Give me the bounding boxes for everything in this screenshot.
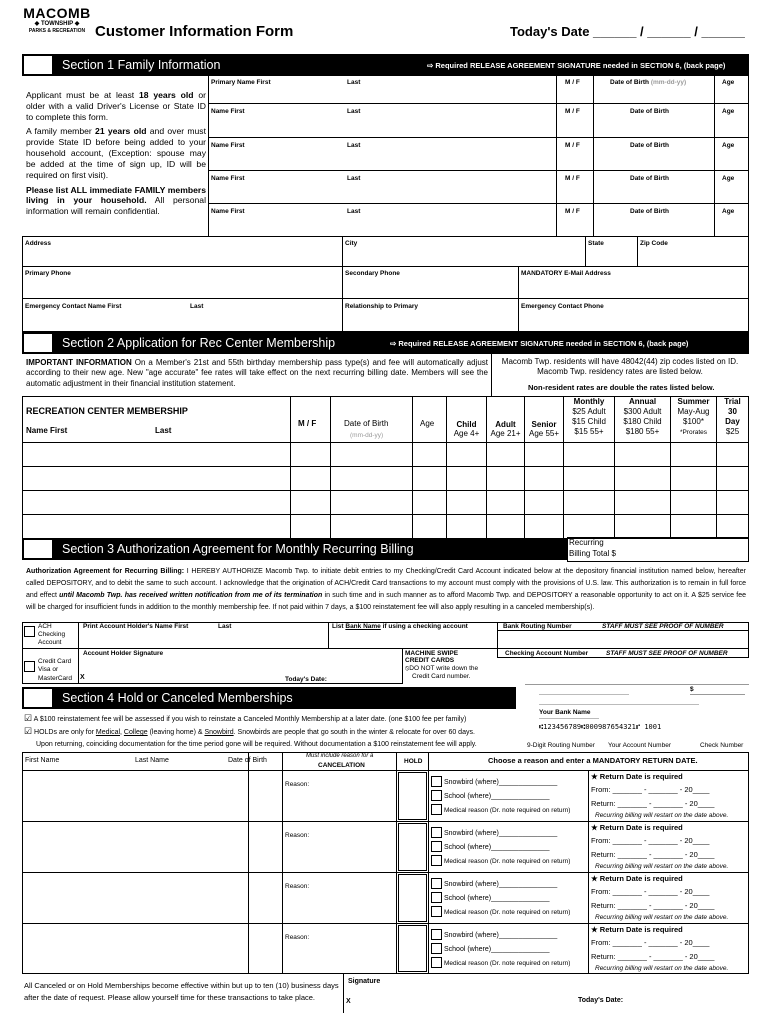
sample-check-image: $ Your Bank Name ⑆123456789⑆000987654321⑈ 1001 [525,684,749,740]
credit-card-checkbox[interactable] [24,661,35,672]
account-holder-signature-field[interactable]: Account Holder Signature [83,650,164,657]
footer-todays-date[interactable]: Today's Date: [578,997,624,1004]
emergency-first-field[interactable]: Emergency Contact Name First [25,303,122,310]
reinstatement-note: ☑ A $100 reinstatement fee will be assessed if you wish to reinstate a Canceled Monthly Membership at a later date. (one $100 fee per family) [24,713,467,723]
checking-account-number-field[interactable]: Checking Account Number [505,650,589,657]
from-date-field[interactable]: From: _______ - _______ - 20____ [591,938,710,947]
senior-column[interactable]: Senior Age 55+ [528,420,560,438]
section-1-bar: Section 1 Family Information ⇨ Required RELEASE AGREEMENT SIGNATURE needed in SECTION 6, (back page) [22,54,749,76]
school-checkbox[interactable] [431,892,442,903]
hold-checkbox[interactable] [398,874,427,922]
rec-center-membership-header: RECREATION CENTER MEMBERSHIP [26,406,188,416]
return-date-field[interactable]: Return: _______ - _______ - 20____ [591,850,715,859]
todays-date-header[interactable]: Today's Date ______ / ______ / ______ [510,24,745,39]
from-date-field[interactable]: From: _______ - _______ - 20____ [591,887,710,896]
section-2-bar: Section 2 Application for Rec Center Membership ⇨ Required RELEASE AGREEMENT SIGNATURE needed in SECTION 6, (back page) [22,332,749,354]
school-checkbox[interactable] [431,790,442,801]
customer-information-form: MACOMB ◆ TOWNSHIP ◆ PARKS & RECREATION Customer Information Form Today's Date ______ / ______ / ______ Section 1 Family Information ⇨ Required RELEASE AGREEMENT SIGNATURE needed in SECTION 6, (back page) Applicant must be at least 18 years old or older with a valid Driver's License or State ID to complete this form. A family member 21 years old and over must provide State ID before being added to your household account, (Exception: spouse may be added at the time of sign up, ID will be required on first visit). Please list ALL immediate FAMILY members living in your household. All personal information will remain confidential. Primary Name First Last M / F Date of Birth (mm-dd-yy) Age Name First Last M / F Date of Birth Age Name First Last M / F Date of Birth Age Name First Last M / F Date of Birth Age Name First Last M / F Date of Birth Age Address City State Zip Code Primary Phone Secondary Phone MANDATORY E-Mail Address Emergency Contact Name First Last Relationship to Primary Emergency Contact Phone Section 2 Application for Rec Center Membership ⇨ Required RELEASE AGREEMENT SIGNATURE needed in SECTION 6, (back page) IMPORTANT INFORMATION On a Member's 21st and 55th birthday membership pass type(s) and fee will automatically adjust according to their new age. New "age accurate" fee rates will take effect on the next recurring billing date. Members will see the automatic adjustment in their financial institution statement. Macomb Twp. residents will have 48042(44) zip codes listed on ID. Macomb Twp. residency rates are listed below. Non-resident rates are double the rates listed below. RECREATION CENTER MEMBERSHIP Name First Last M / F Date of Birth (mm-dd-yy) Age Child Age 4+ Adult Age 21+ Senior Age 55+ Monthly $25 Adult $15 Child $15 55+ Annual $300 Adult $180 Child $180 55+ Summer May-Aug $100* *Prorates Trial 30 Day $25 Section 3 Authorization Agreement for Monthly Recurring Billing Recurring Billing Total $ Authorization Agreement for Recurring Billing: I HEREBY AUTHORIZE Macomb Twp. to initiate debit entries to my Checking/Credit Card Account indicated below at the depository financial institution named below, hereafter called DEPOSITORY, and to debit the same to such account. I acknowledge that the origination of ACH/Credit Card transactions to my account must comply with the provisions of U.S. law. This authorization is to remain in full force and effect until Macomb Twp. has received written notification from me of its termination in such time and in such manner as to afford Macomb Twp. and DEPOSITORY a reasonable opportunity to act on it. A $25 service fee will be charged for insufficient funds in addition to the monthly membership fee. If not paid within 7 days, a $100 reinstatement fee will also apply resulting in a canceled membership(s). ACH Checking Account Print Account Holder's Name First Last List Bank Name if using a checking account Bank Routing Number STAFF MUST SEE PROOF OF NUMBER Credit Card Visa or MasterCard Account Holder Signature X Today's Date: MACHINE SWIPE CREDIT CARDS ⦸DO NOT write down the Credit Card number. Checking Account Number STAFF MUST SEE PROOF OF NUMBER $ Your Bank Name ⑆123456789⑆000987654321⑈ 1001 9-Digit Routing Number Your Account Number Check Number Section 4 Hold or Canceled Memberships ☑ A $100 reinstatement fee will be assessed if you wish to reinstate a Canceled Monthly Membership at a later date. (one $100 fee per family) ☑ HOLDs are only for Medical, College (leaving home) & Snowbird. Snowbirds are people that go south in the winter & relocate for over 60 days. Upon returning, coinciding documentation for the time period gone will be required. Without documentation a $100 reinstatement fee will apply. First Name Last Name Date of Birth Must include reason for a CANCELATION HOLD Choose a reason and enter a MANDATORY RETURN DATE. Reason: Snowbird (where)_______________ School (where)_______________ Medical reason (Dr. note required on return) ★ Return Date is required From: _______ - _______ - 20____ Return: _______ - _______ - 20____ Recurring billing will restart on the date above. Reason: Snowbird (where)_______________ School (where)_______________ Medical reason (Dr. note required on return) ★ Return Date is required From: _______ - _______ - 20____ Return: _______ - _______ - 20____ Recurring billing will restart on the date above. Reason: Snowbird (where)_______________ School (where)_______________ Medical reason (Dr. note required on return) ★ Return Date is required From: _______ - _______ - 20____ Return: _______ - _______ - 20____ Recurring billing will restart on the date above. Reason: Snowbird (where)_______________ School (where)_______________ Medical reason (Dr. note required on return) ★ Return Date is required From: _______ - _______ - 20____ Return: _______ - _______ - 20____ Recurring billing will restart on the date above. All Canceled or on Hold Memberships become effective within but up to ten (10) business days after the date of request. Please allow yourself time for these transactions to take place. Signature X Today's Date: [0,0,770,1024]
authorization-agreement: Authorization Agreement for Recurring Billing: I HEREBY AUTHORIZE Macomb Twp. to initiate debit entries to my Checking/Credit Card Account indicated below at the depository financial institution named below, hereafter called DEPOSITORY, and to debit the same to such account. I acknowledge that the origination of ACH/Credit Card transactions to my account must comply with the provisions of U.S. law. This authorization is to remain in full force and effect until Macomb Twp. has received written notification from me of its termination in such time and in such manner as to afford Macomb Twp. and DEPOSITORY a reasonable opportunity to act on it. A $25 service fee will be charged for insufficient funds in addition to the monthly membership fee. If not paid within 7 days, a $100 reinstatement fee will also apply resulting in a canceled membership(s). [26,568,746,611]
adult-column[interactable]: Adult Age 21+ [490,420,521,438]
section-2-checkbox[interactable] [24,334,52,352]
documentation-note: Upon returning, coinciding documentation for the time period gone will be required. Without documentation a $100 reinstatement fee will apply. [36,741,477,748]
bank-name-field[interactable]: List Bank Name if using a checking account [332,623,468,630]
snowbird-checkbox[interactable] [431,827,442,838]
address-field[interactable]: Address [25,240,52,247]
monthly-column[interactable]: Monthly $25 Adult $15 Child $15 55+ [572,397,606,436]
school-checkbox[interactable] [431,943,442,954]
section-1-intro: Applicant must be at least 18 years old or older with a valid Driver's License or State ID to complete this form. A family member 21 years old and over must provide State ID before being added to your household account, (Exception: spouse may be added at the time of sign up, ID will be required on first visit). Please list ALL immediate FAMILY members living in your household. All personal information will remain confidential. [26,90,207,217]
ach-checkbox[interactable] [24,626,35,637]
from-date-field[interactable]: From: _______ - _______ - 20____ [591,836,710,845]
from-date-field[interactable]: From: _______ - _______ - 20____ [591,785,710,794]
medical-checkbox[interactable] [431,906,442,917]
city-field[interactable]: City [345,240,358,247]
important-information: IMPORTANT INFORMATION On a Member's 21st and 55th birthday membership pass type(s) and fee will automatically adjust according to their new age. New "age accurate" fee rates will take effect on the next recurring billing date. Members will see the automatic adjustment in their financial institution statement. [26,358,488,388]
secondary-phone-field[interactable]: Secondary Phone [345,270,400,277]
payment-todays-date[interactable]: Today's Date: [285,676,327,683]
section-4-bar: Section 4 Hold or Canceled Memberships [22,687,516,709]
hold-checkbox[interactable] [398,823,427,871]
hold-checkbox[interactable] [398,772,427,820]
nonresident-note: Non-resident rates are double the rates listed below. [528,383,715,392]
warning-icon: ⦸ [405,665,410,672]
routing-number-field[interactable]: Bank Routing Number [503,623,572,630]
snowbird-checkbox[interactable] [431,878,442,889]
checkbox-checked-icon: ☑ [24,713,33,723]
primary-phone-field[interactable]: Primary Phone [25,270,71,277]
school-checkbox[interactable] [431,841,442,852]
child-column[interactable]: Child Age 4+ [453,420,480,438]
holds-note: ☑ HOLDs are only for Medical, College (leaving home) & Snowbird. Snowbirds are people that go south in the winter & relocate for over 60 days. [24,726,475,736]
snowbird-checkbox[interactable] [431,776,442,787]
medical-checkbox[interactable] [431,855,442,866]
trial-column[interactable]: Trial 30 Day $25 [724,397,741,436]
return-date-field[interactable]: Return: _______ - _______ - 20____ [591,952,715,961]
annual-column[interactable]: Annual $300 Adult $180 Child $180 55+ [623,397,662,436]
footer-note: All Canceled or on Hold Memberships become effective within but up to ten (10) business days after the date of request. Please allow yourself time for these transactions to take place. [24,981,339,1002]
snowbird-checkbox[interactable] [431,929,442,940]
hold-checkbox[interactable] [398,925,427,972]
medical-checkbox[interactable] [431,804,442,815]
emergency-last-field[interactable]: Last [190,303,204,310]
medical-checkbox[interactable] [431,957,442,968]
residency-info: Macomb Twp. residents will have 48042(44) zip codes listed on ID. Macomb Twp. residency rates are listed below. [501,357,739,377]
section-1-checkbox[interactable] [24,56,52,74]
return-date-field[interactable]: Return: _______ - _______ - 20____ [591,901,715,910]
signature-field[interactable]: X [346,998,351,1005]
return-date-field[interactable]: Return: _______ - _______ - 20____ [591,799,715,808]
summer-column[interactable]: Summer May-Aug $100* *Prorates [677,397,710,436]
section-3-bar: Section 3 Authorization Agreement for Monthly Recurring Billing [22,538,567,560]
account-holder-name-field[interactable]: Print Account Holder's Name First [83,623,189,630]
section-3-checkbox[interactable] [24,540,52,558]
macomb-logo: MACOMB ◆ TOWNSHIP ◆ PARKS & RECREATION [23,5,91,34]
email-field[interactable]: MANDATORY E-Mail Address [521,270,611,277]
zip-field[interactable]: Zip Code [640,240,668,247]
state-field[interactable]: State [588,240,604,247]
relationship-field[interactable]: Relationship to Primary [345,303,418,310]
emergency-phone-field[interactable]: Emergency Contact Phone [521,303,604,310]
checkbox-checked-icon: ☑ [24,726,33,736]
form-title: Customer Information Form [95,23,294,40]
section-4-checkbox[interactable] [24,689,52,707]
